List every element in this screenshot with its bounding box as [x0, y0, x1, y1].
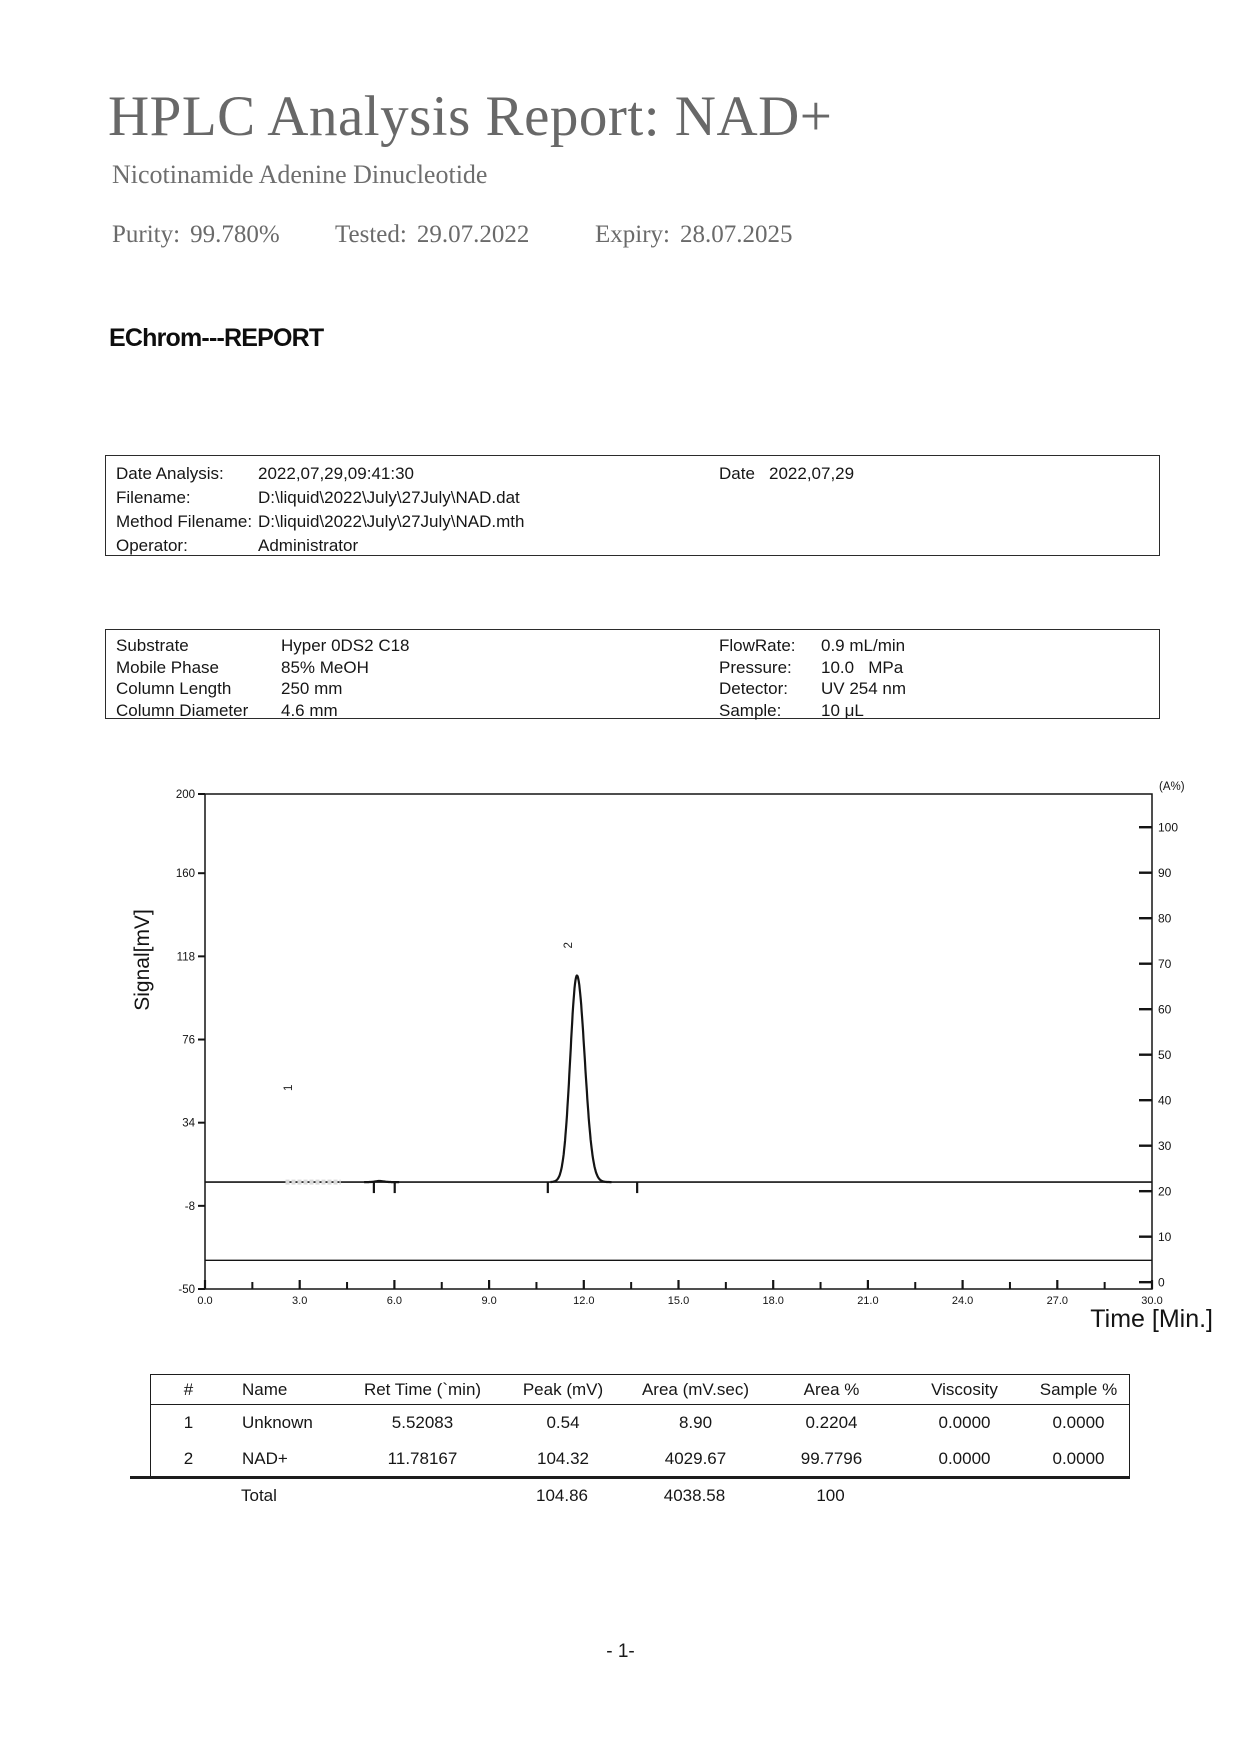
mobile-phase-value: 85% MeOH	[281, 657, 369, 677]
tested-value: 29.07.2022	[416, 221, 530, 248]
results-header-row	[151, 1375, 1129, 1405]
y2-axis-title: (A%)	[1159, 781, 1185, 793]
table-row	[151, 1405, 1129, 1441]
analysis-info-row	[106, 486, 1159, 510]
y-tick-label: 76	[182, 1034, 195, 1047]
table-cell: 0.54	[546, 1413, 580, 1432]
pressure-value: 10.0 MPa	[821, 657, 904, 677]
y2-tick-label: 20	[1158, 1184, 1172, 1199]
operator-label: Operator:	[116, 536, 188, 555]
x-tick-label: 21.0	[857, 1295, 879, 1307]
results-body	[151, 1405, 1129, 1477]
filename-label: Filename:	[116, 488, 191, 507]
y-axis-title: Signal[mV]	[131, 909, 154, 1011]
page-subtitle: Nicotinamide Adenine Dinucleotide	[112, 160, 488, 189]
sample-label: Sample:	[719, 700, 782, 720]
col-header-name: Name	[242, 1380, 288, 1399]
table-row	[151, 1441, 1129, 1477]
total-cell: Total	[241, 1486, 277, 1505]
table-cell: 0.2204	[805, 1413, 858, 1432]
column-diameter-label: Column Diameter	[116, 700, 249, 720]
column-diameter-value: 4.6 mm	[281, 700, 338, 720]
analysis-info-row	[106, 510, 1159, 534]
results-total-row	[150, 1481, 1130, 1511]
peak-1-label: 1	[282, 1084, 295, 1091]
x-axis-title: Time [Min.]	[1090, 1305, 1213, 1333]
method-info-row	[106, 657, 1159, 679]
y-tick-label: 160	[175, 868, 195, 881]
col-header-peak: Peak (mV)	[522, 1380, 604, 1399]
y2-tick-label: 100	[1158, 820, 1179, 835]
y2-tick-label: 10	[1158, 1230, 1172, 1245]
purity-value: 99.780%	[190, 221, 280, 248]
table-cell: 8.90	[678, 1413, 713, 1432]
table-cell: 11.78167	[387, 1449, 458, 1468]
x-tick-label: 24.0	[951, 1295, 974, 1307]
table-cell: 1	[183, 1413, 194, 1432]
page-number: - 1-	[606, 1641, 635, 1662]
method-info-row	[106, 700, 1159, 722]
operator-value: Administrator	[258, 536, 359, 555]
expiry-label: Expiry:	[595, 221, 670, 248]
substrate-label: Substrate	[116, 636, 189, 655]
method-filename-value: D:\liquid\2022\July\27July\NAD.mth	[258, 512, 525, 531]
plot-frame	[205, 794, 1152, 1289]
results-table	[150, 1374, 1130, 1476]
y-tick-label: -50	[178, 1284, 195, 1296]
section-heading: EChrom---REPORT	[109, 324, 324, 352]
substrate-value: Hyper 0DS2 C18	[281, 636, 410, 655]
column-length-value: 250 mm	[281, 679, 343, 698]
detector-value: UV 254 nm	[821, 679, 907, 698]
x-tick-label: 12.0	[573, 1295, 595, 1307]
table-cell: Unknown	[242, 1413, 313, 1432]
mobile-phase-label: Mobile Phase	[116, 657, 220, 677]
peak-2-curve	[550, 976, 611, 1183]
analysis-info-table	[105, 455, 1160, 556]
table-cell: 104.32	[537, 1449, 589, 1468]
column-length-label: Column Length	[116, 679, 232, 698]
results-bottom-rule	[130, 1476, 1130, 1479]
table-cell: 0.0000	[938, 1449, 991, 1468]
x-tick-label: 6.0	[386, 1295, 403, 1307]
date-label: Date	[719, 464, 755, 483]
table-cell: 0.0000	[938, 1413, 991, 1432]
page-title: HPLC Analysis Report: NAD+	[108, 85, 833, 148]
total-cell	[347, 1481, 496, 1511]
total-cell: 100	[816, 1486, 845, 1505]
y2-tick-label: 80	[1158, 911, 1172, 926]
y2-tick-label: 70	[1158, 957, 1172, 972]
y-tick-label: 118	[176, 951, 195, 964]
total-cell	[150, 1481, 225, 1511]
expiry-value: 28.07.2025	[680, 221, 793, 248]
table-cell: 0.0000	[1052, 1413, 1105, 1432]
purity-label: Purity:	[112, 221, 181, 248]
date-value: 2022,07,29	[769, 464, 855, 483]
x-tick-label: 30.0	[1141, 1295, 1163, 1307]
method-info-row	[106, 678, 1159, 700]
peak-1-curve	[364, 1181, 399, 1182]
y2-tick-label: 60	[1158, 1002, 1172, 1017]
y2-tick-label: 30	[1158, 1139, 1172, 1154]
y2-tick-label: 40	[1158, 1093, 1172, 1108]
y-tick-label: 200	[175, 789, 195, 801]
col-header-area: Area (mV.sec)	[641, 1380, 750, 1399]
x-tick-label: 3.0	[292, 1295, 308, 1307]
method-info-row	[106, 635, 1159, 657]
y2-tick-label: 0	[1158, 1275, 1165, 1290]
date-analysis-value: 2022,07,29,09:41:30	[258, 464, 414, 483]
col-header-area-pct: Area %	[803, 1380, 860, 1399]
flowrate-label: FlowRate:	[719, 636, 796, 655]
x-tick-label: 0.0	[197, 1295, 213, 1307]
x-tick-label: 18.0	[762, 1295, 784, 1307]
col-header-viscosity: Viscosity	[931, 1380, 998, 1399]
col-header-sample-pct: Sample %	[1039, 1380, 1118, 1399]
table-cell: 2	[183, 1449, 194, 1468]
flowrate-value: 0.9 mL/min	[821, 636, 906, 655]
pressure-label: Pressure:	[719, 657, 792, 677]
sample-value: 10 μL	[821, 700, 864, 720]
purity-stat	[112, 221, 280, 249]
peak-2-label: 2	[562, 942, 575, 949]
analysis-info-row	[106, 462, 1159, 486]
total-cell	[900, 1481, 1027, 1511]
tested-stat	[335, 221, 529, 249]
x-tick-label: 15.0	[667, 1295, 690, 1307]
chromatogram-chart	[0, 740, 1241, 1355]
x-tick-label: 27.0	[1046, 1295, 1069, 1307]
total-cell: 4038.58	[663, 1486, 726, 1505]
date-analysis-label: Date Analysis:	[116, 464, 224, 483]
total-cell	[1027, 1481, 1130, 1511]
y2-tick-label: 50	[1158, 1048, 1172, 1063]
method-info-table	[105, 629, 1160, 719]
stats-row	[0, 221, 1241, 255]
y-tick-label: -8	[184, 1200, 195, 1213]
table-cell: 4029.67	[664, 1449, 727, 1468]
tested-label: Tested:	[335, 221, 407, 248]
table-cell: 5.52083	[391, 1413, 454, 1432]
total-cell: 104.86	[536, 1486, 588, 1505]
table-cell: 0.0000	[1052, 1449, 1105, 1468]
method-filename-label: Method Filename:	[116, 512, 253, 531]
y-tick-label: 34	[182, 1117, 195, 1130]
col-header-num: #	[183, 1380, 194, 1399]
expiry-stat	[595, 221, 793, 249]
detector-label: Detector:	[719, 679, 788, 698]
x-tick-label: 9.0	[481, 1295, 497, 1307]
table-cell: NAD+	[242, 1449, 288, 1468]
col-header-ret-time: Ret Time (`min)	[363, 1380, 482, 1399]
filename-value: D:\liquid\2022\July\27July\NAD.dat	[258, 488, 520, 507]
y2-tick-label: 90	[1158, 866, 1172, 881]
analysis-info-row	[106, 534, 1159, 558]
table-cell: 99.7796	[800, 1449, 863, 1468]
